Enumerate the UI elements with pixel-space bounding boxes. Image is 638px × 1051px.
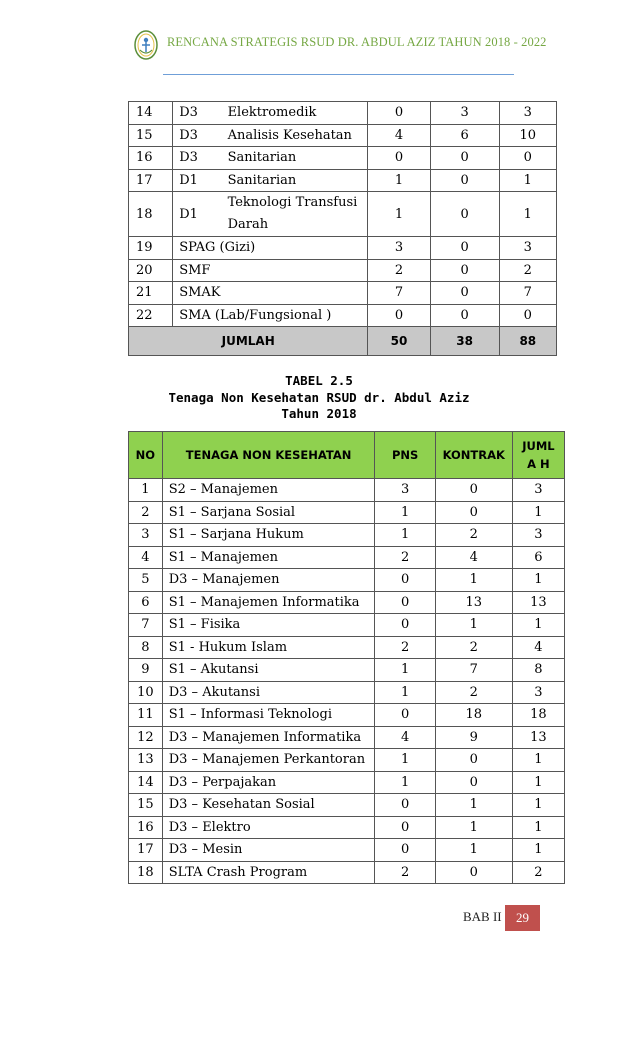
row-number: 11 (129, 704, 163, 727)
header-title: RENCANA STRATEGIS RSUD DR. ABDUL AZIZ TAHUN 2018 - 2022 (167, 35, 547, 49)
table-row (129, 614, 565, 637)
jumlah-count: 1 (512, 816, 564, 839)
kontrak-count: 0 (430, 192, 499, 237)
footer-chapter-label: BAB II (463, 909, 502, 924)
kontrak-count: 1 (435, 839, 512, 862)
table-row (129, 169, 557, 192)
jumlah-count: 8 (512, 659, 564, 682)
jumlah-count: 1 (512, 501, 564, 524)
pns-count: 0 (375, 614, 435, 637)
staff-category: S1 – Informasi Teknologi (162, 704, 375, 727)
row-number: 17 (129, 169, 173, 192)
kontrak-count: 18 (435, 704, 512, 727)
kontrak-count: 0 (430, 169, 499, 192)
page-number-badge: 29 (505, 905, 540, 931)
row-number: 6 (129, 591, 163, 614)
staff-category: SLTA Crash Program (162, 861, 375, 884)
program-name: Sanitarian (222, 169, 368, 192)
program-name: Teknologi Transfusi Darah (222, 192, 368, 237)
table-row (129, 816, 565, 839)
jumlah-count: 6 (512, 546, 564, 569)
jumlah-count: 10 (499, 124, 556, 147)
header-no: NO (129, 432, 163, 479)
jumlah-count: 1 (512, 749, 564, 772)
pns-count: 0 (368, 304, 430, 327)
pns-count: 1 (368, 192, 430, 237)
jumlah-count: 13 (512, 726, 564, 749)
hospital-logo-icon (134, 30, 158, 60)
row-number: 10 (129, 681, 163, 704)
jumlah-count: 4 (512, 636, 564, 659)
kontrak-count: 3 (430, 102, 499, 125)
staff-category: S1 – Manajemen Informatika (162, 591, 375, 614)
table-row (129, 524, 565, 547)
jumlah-count: 2 (499, 259, 556, 282)
table-row (129, 749, 565, 772)
staff-category: S1 – Sarjana Sosial (162, 501, 375, 524)
kontrak-count: 0 (435, 771, 512, 794)
table-caption-title: Tenaga Non Kesehatan RSUD dr. Abdul Aziz (168, 390, 470, 405)
pns-count: 1 (375, 681, 435, 704)
table-row (129, 726, 565, 749)
row-number: 13 (129, 749, 163, 772)
total-label: JUMLAH (129, 327, 368, 356)
header-pns: PNS (375, 432, 435, 479)
kontrak-count: 2 (435, 524, 512, 547)
total-row (129, 327, 557, 356)
pns-count: 1 (375, 659, 435, 682)
table-row (129, 591, 565, 614)
pns-count: 4 (375, 726, 435, 749)
staff-category: D3 – Manajemen Informatika (162, 726, 375, 749)
staff-category: D3 – Kesehatan Sosial (162, 794, 375, 817)
header-jumlah: JUMLA H (512, 432, 564, 479)
table-row (129, 124, 557, 147)
table-row (129, 659, 565, 682)
table-tenaga-kesehatan-continued (128, 101, 557, 356)
kontrak-count: 0 (430, 282, 499, 305)
row-number: 22 (129, 304, 173, 327)
education-level: D1 (173, 192, 222, 237)
jumlah-count: 1 (512, 771, 564, 794)
jumlah-count: 0 (499, 147, 556, 170)
row-number: 2 (129, 501, 163, 524)
row-number: 8 (129, 636, 163, 659)
staff-category: D3 – Manajemen Perkantoran (162, 749, 375, 772)
jumlah-count: 3 (512, 681, 564, 704)
row-number: 19 (129, 237, 173, 260)
staff-category: S2 – Manajemen (162, 479, 375, 502)
jumlah-count: 1 (499, 169, 556, 192)
program-name: Elektromedik (222, 102, 368, 125)
staff-category: D3 – Akutansi (162, 681, 375, 704)
jumlah-count: 1 (512, 839, 564, 862)
education-level: D3 (173, 147, 222, 170)
jumlah-count: 3 (499, 237, 556, 260)
table-row (129, 569, 565, 592)
kontrak-count: 1 (435, 816, 512, 839)
program-name: SMF (173, 259, 368, 282)
header-tenaga: TENAGA NON KESEHATAN (162, 432, 375, 479)
education-level: D1 (173, 169, 222, 192)
pns-count: 2 (375, 861, 435, 884)
row-number: 15 (129, 124, 173, 147)
table-row (129, 259, 557, 282)
program-name: SPAG (Gizi) (173, 237, 368, 260)
pns-count: 0 (375, 816, 435, 839)
kontrak-count: 1 (435, 794, 512, 817)
pns-count: 1 (375, 749, 435, 772)
total-kontrak: 38 (430, 327, 499, 356)
staff-category: S1 – Fisika (162, 614, 375, 637)
kontrak-count: 0 (435, 479, 512, 502)
table-row (129, 237, 557, 260)
pns-count: 3 (368, 237, 430, 260)
row-number: 14 (129, 102, 173, 125)
pns-count: 0 (375, 794, 435, 817)
education-level: D3 (173, 124, 222, 147)
pns-count: 1 (375, 524, 435, 547)
kontrak-count: 0 (430, 237, 499, 260)
jumlah-count: 1 (512, 794, 564, 817)
staff-category: S1 – Akutansi (162, 659, 375, 682)
jumlah-count: 3 (512, 479, 564, 502)
total-jumlah: 88 (499, 327, 556, 356)
pns-count: 2 (375, 636, 435, 659)
pns-count: 0 (375, 704, 435, 727)
table-row (129, 861, 565, 884)
row-number: 12 (129, 726, 163, 749)
pns-count: 1 (368, 169, 430, 192)
staff-category: D3 – Elektro (162, 816, 375, 839)
table-caption-year: Tahun 2018 (281, 406, 357, 421)
pns-count: 0 (375, 591, 435, 614)
table-row (129, 681, 565, 704)
row-number: 18 (129, 861, 163, 884)
pns-count: 1 (375, 501, 435, 524)
kontrak-count: 1 (435, 569, 512, 592)
kontrak-count: 0 (435, 749, 512, 772)
header-kontrak: KONTRAK (435, 432, 512, 479)
staff-category: S1 - Hukum Islam (162, 636, 375, 659)
kontrak-count: 2 (435, 681, 512, 704)
staff-category: S1 – Manajemen (162, 546, 375, 569)
jumlah-count: 18 (512, 704, 564, 727)
table-row (129, 304, 557, 327)
row-number: 5 (129, 569, 163, 592)
table-row (129, 282, 557, 305)
jumlah-count: 1 (512, 614, 564, 637)
jumlah-count: 13 (512, 591, 564, 614)
pns-count: 0 (375, 839, 435, 862)
kontrak-count: 7 (435, 659, 512, 682)
pns-count: 7 (368, 282, 430, 305)
table-row (129, 839, 565, 862)
row-number: 21 (129, 282, 173, 305)
row-number: 7 (129, 614, 163, 637)
pns-count: 0 (368, 147, 430, 170)
education-level: D3 (173, 102, 222, 125)
table-tenaga-non-kesehatan (128, 431, 565, 884)
kontrak-count: 0 (435, 501, 512, 524)
total-pns: 50 (368, 327, 430, 356)
pns-count: 0 (375, 569, 435, 592)
pns-count: 0 (368, 102, 430, 125)
program-name: SMAK (173, 282, 368, 305)
kontrak-count: 1 (435, 614, 512, 637)
staff-category: D3 – Manajemen (162, 569, 375, 592)
kontrak-count: 4 (435, 546, 512, 569)
table-caption-number: TABEL 2.5 (285, 373, 353, 388)
table-row (129, 794, 565, 817)
staff-category: D3 – Mesin (162, 839, 375, 862)
jumlah-count: 3 (512, 524, 564, 547)
kontrak-count: 0 (435, 861, 512, 884)
table-header-row (129, 432, 565, 479)
row-number: 15 (129, 794, 163, 817)
kontrak-count: 2 (435, 636, 512, 659)
table-row (129, 501, 565, 524)
row-number: 18 (129, 192, 173, 237)
jumlah-count: 1 (499, 192, 556, 237)
jumlah-count: 1 (512, 569, 564, 592)
table-row (129, 192, 557, 237)
kontrak-count: 9 (435, 726, 512, 749)
jumlah-count: 0 (499, 304, 556, 327)
jumlah-count: 3 (499, 102, 556, 125)
row-number: 16 (129, 147, 173, 170)
pns-count: 4 (368, 124, 430, 147)
pns-count: 1 (375, 771, 435, 794)
row-number: 3 (129, 524, 163, 547)
header-divider (163, 74, 514, 75)
program-name: Analisis Kesehatan (222, 124, 368, 147)
kontrak-count: 13 (435, 591, 512, 614)
staff-category: D3 – Perpajakan (162, 771, 375, 794)
table-row (129, 704, 565, 727)
pns-count: 2 (375, 546, 435, 569)
row-number: 17 (129, 839, 163, 862)
kontrak-count: 6 (430, 124, 499, 147)
table-row (129, 771, 565, 794)
row-number: 1 (129, 479, 163, 502)
pns-count: 2 (368, 259, 430, 282)
program-name: Sanitarian (222, 147, 368, 170)
row-number: 9 (129, 659, 163, 682)
pns-count: 3 (375, 479, 435, 502)
page-header (0, 0, 638, 80)
kontrak-count: 0 (430, 147, 499, 170)
jumlah-count: 2 (512, 861, 564, 884)
table-row (129, 636, 565, 659)
row-number: 16 (129, 816, 163, 839)
program-name: SMA (Lab/Fungsional ) (173, 304, 368, 327)
row-number: 20 (129, 259, 173, 282)
staff-category: S1 – Sarjana Hukum (162, 524, 375, 547)
table-row (129, 479, 565, 502)
jumlah-count: 7 (499, 282, 556, 305)
table-row (129, 147, 557, 170)
row-number: 14 (129, 771, 163, 794)
row-number: 4 (129, 546, 163, 569)
table-row (129, 102, 557, 125)
kontrak-count: 0 (430, 304, 499, 327)
kontrak-count: 0 (430, 259, 499, 282)
table-row (129, 546, 565, 569)
